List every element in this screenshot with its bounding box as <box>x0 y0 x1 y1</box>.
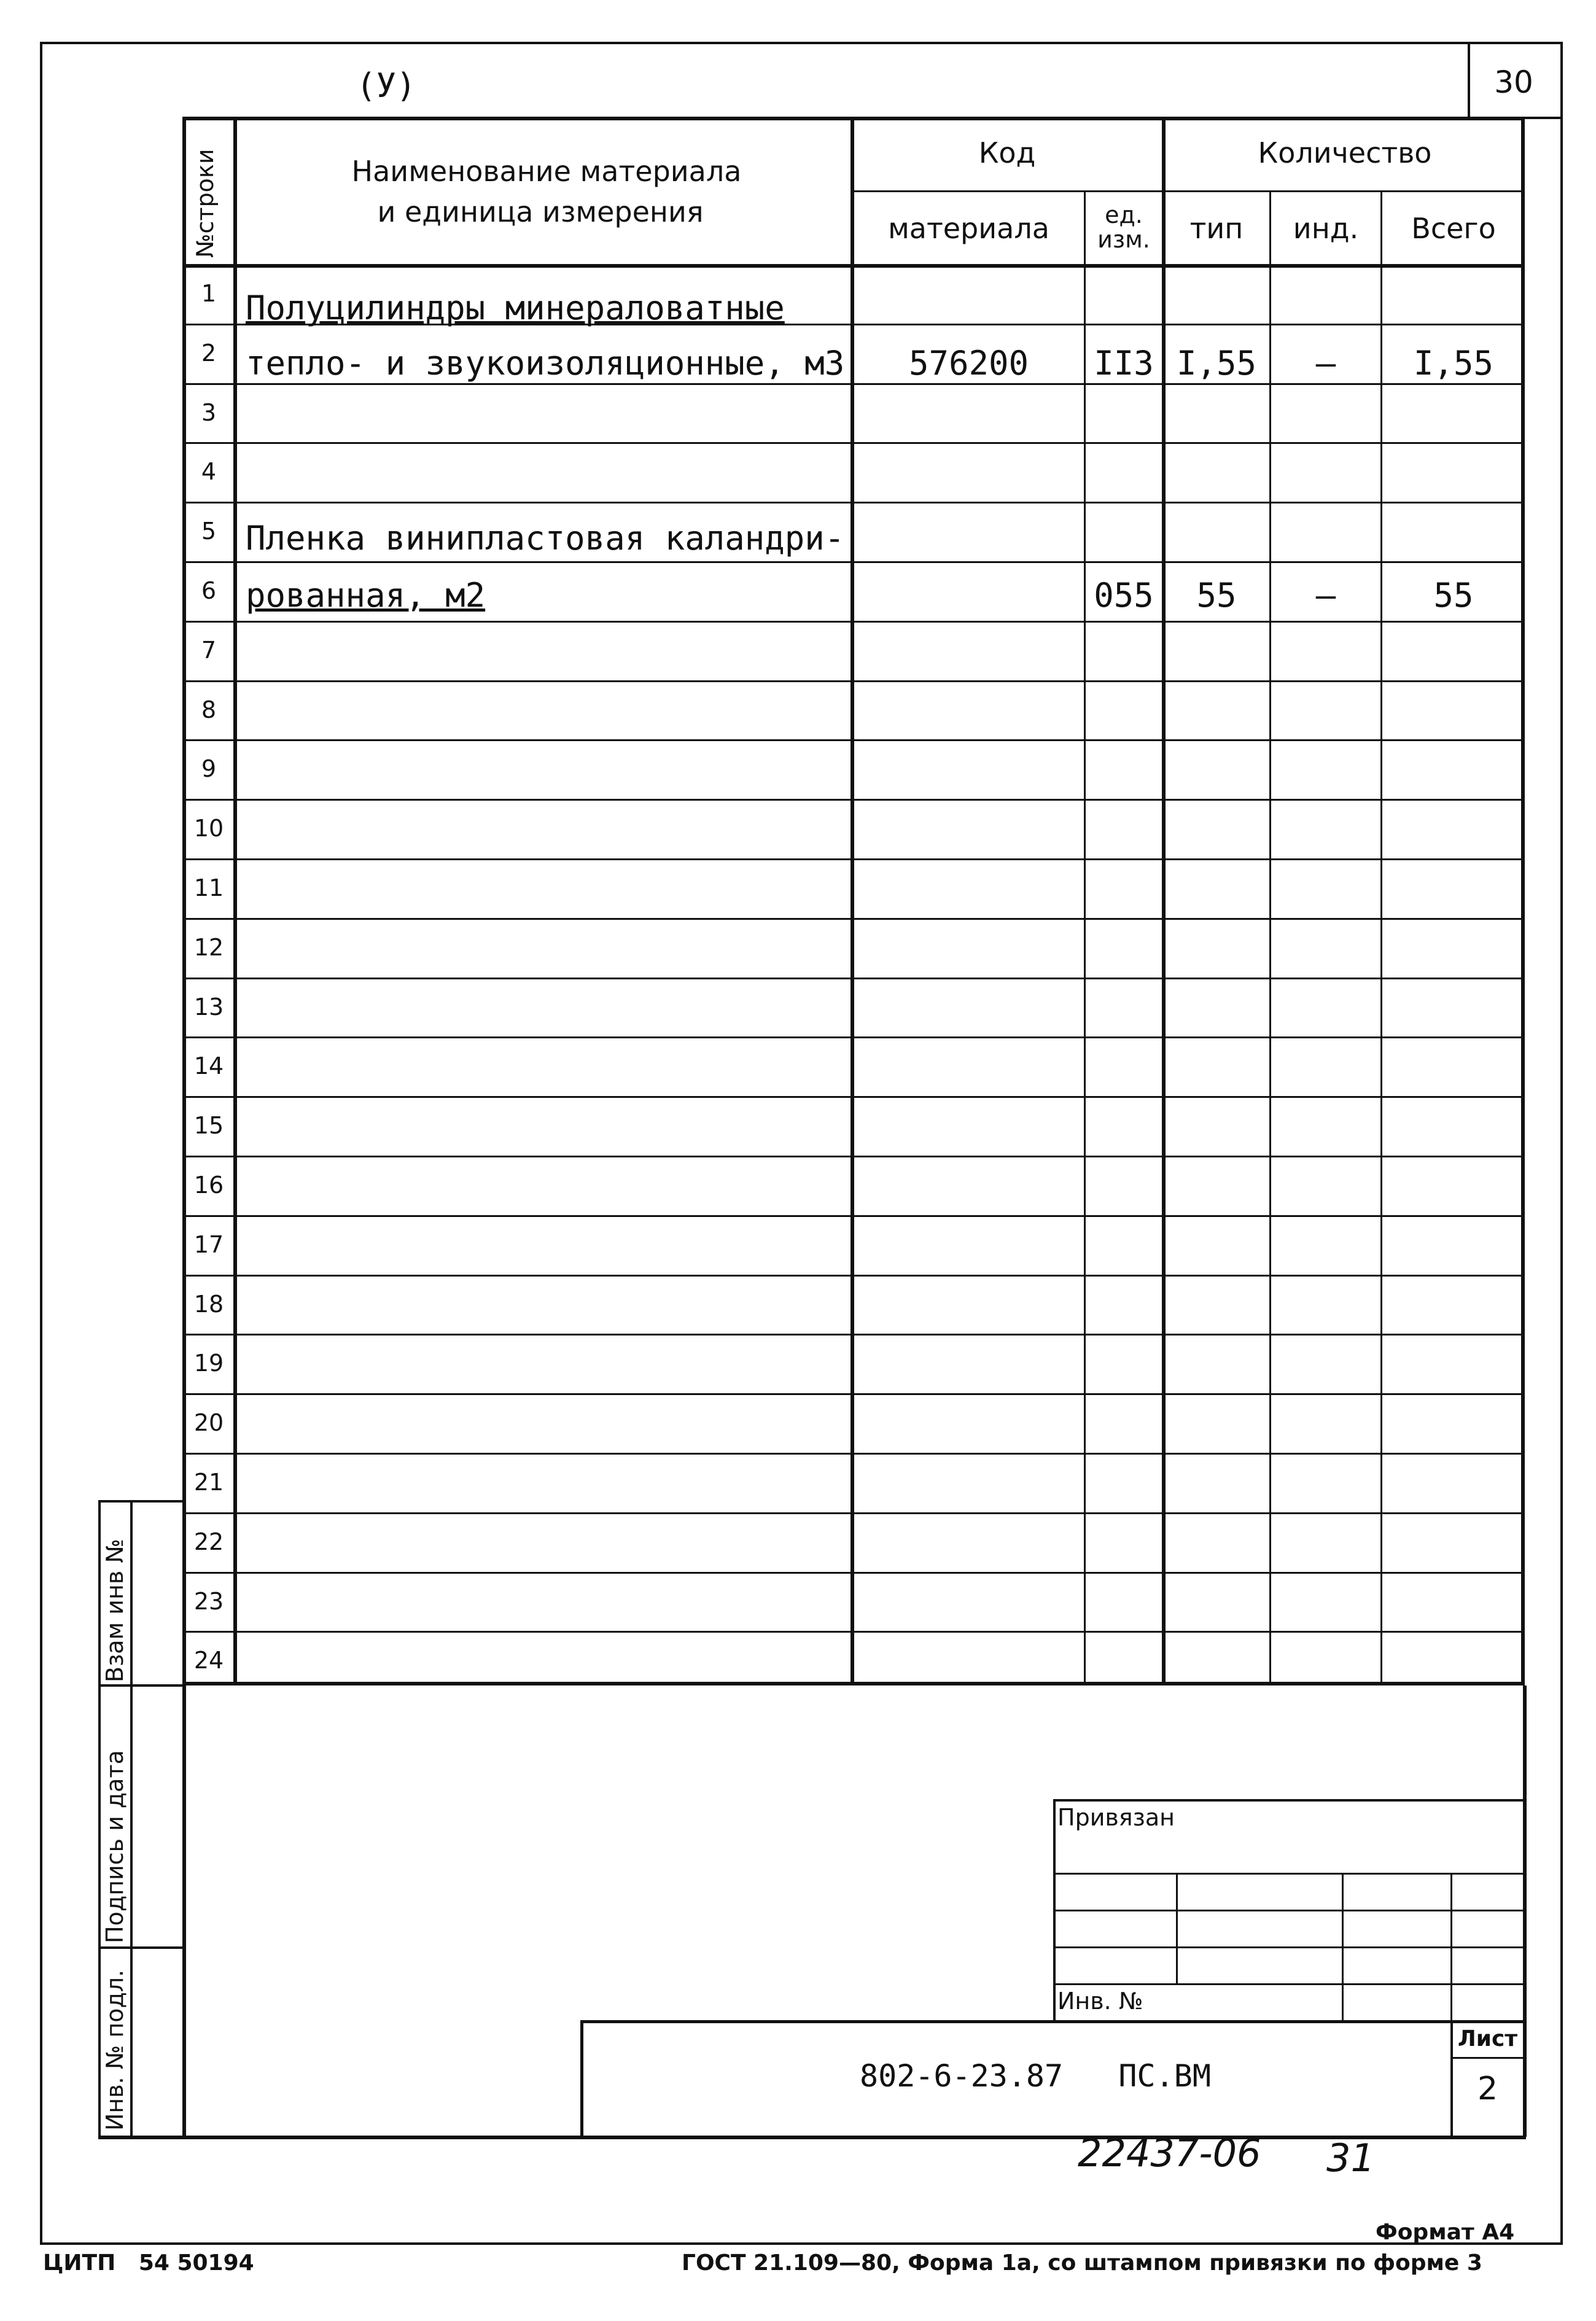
row-number: 16 <box>193 1172 224 1199</box>
code-unit-header: ед. изм. <box>1097 201 1150 253</box>
row-2-code: 576200 <box>908 344 1029 383</box>
row-number: 17 <box>193 1231 224 1258</box>
left-stamp-div1 <box>98 1684 182 1687</box>
row-separator <box>182 1036 1525 1038</box>
row-number: 4 <box>201 458 217 485</box>
code-header: Код <box>978 136 1036 169</box>
privyazan-top <box>1053 1799 1525 1802</box>
privyazan-col3 <box>1450 1873 1452 2020</box>
col-line-ind <box>1380 190 1382 1685</box>
row-number: 21 <box>193 1469 224 1496</box>
row-number: 18 <box>193 1291 224 1318</box>
row-separator <box>182 799 1525 801</box>
row-separator <box>182 918 1525 920</box>
row-number: 6 <box>201 577 217 604</box>
name-header-line1: Наименование материала <box>351 155 742 188</box>
privyazan-line2 <box>1053 1910 1525 1911</box>
row-separator <box>182 561 1525 563</box>
row-separator <box>182 621 1525 623</box>
row-number: 3 <box>201 399 217 426</box>
row-number: 13 <box>193 993 224 1021</box>
podpis-data-label: Подпись и дата <box>101 1750 128 1943</box>
format-label: Формат А4 <box>1376 2220 1515 2245</box>
privyazan-label: Привязан <box>1057 1804 1175 1831</box>
col-line-rowno <box>233 117 237 1685</box>
handwritten-ref: 22437-06 <box>1078 2131 1261 2175</box>
row-number: 22 <box>193 1528 224 1555</box>
header-sub-line <box>851 190 1525 192</box>
row-separator <box>182 442 1525 444</box>
row-separator <box>182 680 1525 682</box>
row-number: 14 <box>193 1052 224 1079</box>
title-block-left <box>580 2020 583 2137</box>
sheet-marker: (У) <box>356 66 416 105</box>
row-number-header: №строки <box>192 149 219 258</box>
row-number: 9 <box>201 755 217 782</box>
row-number: 23 <box>193 1588 224 1615</box>
document-code: 802-6-23.87 ПС.ВМ <box>860 2058 1211 2094</box>
col-line-code <box>1084 190 1086 1685</box>
col-line-type <box>1269 190 1271 1685</box>
left-stamp-line-outer <box>98 1500 101 2136</box>
list-label: Лист <box>1457 2026 1518 2051</box>
row-6-type: 55 <box>1196 576 1237 615</box>
footer-right: ГОСТ 21.109—80, Форма 1а, со штампом привязки по форме 3 <box>682 2250 1482 2276</box>
row-number: 15 <box>193 1112 224 1139</box>
row-separator <box>182 1453 1525 1455</box>
footer-left: ЦИТП 54 50194 <box>43 2250 254 2276</box>
qty-header: Количество <box>1258 136 1432 169</box>
row-1-name: Полуцилиндры минераловатные <box>246 289 785 327</box>
row-separator <box>182 1393 1525 1395</box>
qty-type-header: тип <box>1189 212 1244 245</box>
row-5-name: Пленка винипластовая каландри- <box>246 519 845 558</box>
privyazan-col1 <box>1176 1873 1178 1983</box>
row-separator <box>182 502 1525 503</box>
row-separator <box>182 1156 1525 1157</box>
qty-total-header: Всего <box>1411 212 1496 245</box>
title-block-top <box>580 2020 1525 2023</box>
inv-podl-label: Инв. № подл. <box>101 1969 128 2131</box>
corner-number: 30 <box>1494 64 1533 100</box>
row-2-name: тепло- и звукоизоляционные, м3 <box>246 344 845 383</box>
row-6-ind: – <box>1315 576 1336 615</box>
header-bottom-line <box>182 264 1525 268</box>
row-number: 24 <box>193 1647 224 1674</box>
row-6-name: рованная, м2 <box>246 576 486 615</box>
row-separator <box>182 1512 1525 1514</box>
row-separator <box>182 383 1525 385</box>
row-number: 1 <box>201 280 217 307</box>
left-stamp-top <box>98 1500 182 1503</box>
row-2-ind: – <box>1315 344 1336 383</box>
row-6-unit: 055 <box>1094 576 1154 615</box>
code-material-header: материала <box>888 212 1049 245</box>
row-2-unit: II3 <box>1094 344 1154 383</box>
left-stamp-line-right <box>182 1500 186 2136</box>
row-separator <box>182 1215 1525 1217</box>
handwritten-num: 31 <box>1326 2136 1375 2180</box>
row-number: 11 <box>193 874 224 901</box>
left-stamp-line-inner <box>130 1500 133 2136</box>
row-separator <box>182 739 1525 741</box>
row-separator <box>182 1275 1525 1277</box>
left-stamp-div2 <box>98 1946 182 1949</box>
vzam-inv-label: Взам инв № <box>101 1539 128 1682</box>
row-number: 2 <box>201 340 217 367</box>
row-separator <box>182 978 1525 979</box>
row-number: 20 <box>193 1409 224 1436</box>
row-2-total: I,55 <box>1413 344 1494 383</box>
privyazan-line4 <box>1053 1983 1525 1985</box>
privyazan-col2 <box>1342 1873 1344 2020</box>
inv-no-label: Инв. № <box>1057 1988 1143 2015</box>
row-separator <box>182 1334 1525 1335</box>
row-separator <box>182 1572 1525 1574</box>
list-value: 2 <box>1477 2070 1498 2107</box>
row-6-total: 55 <box>1433 576 1474 615</box>
row-number: 10 <box>193 815 224 842</box>
row-separator <box>182 1096 1525 1098</box>
row-separator <box>182 858 1525 860</box>
row-number: 12 <box>193 934 224 961</box>
qty-ind-header: инд. <box>1293 212 1359 245</box>
row-separator <box>182 1631 1525 1633</box>
privyazan-line1 <box>1053 1873 1525 1875</box>
left-stamp-bottom <box>98 2136 1526 2139</box>
row-2-type: I,55 <box>1176 344 1257 383</box>
row-number: 8 <box>201 696 217 723</box>
privyazan-line3 <box>1053 1946 1525 1948</box>
row-number: 7 <box>201 637 217 664</box>
row-number: 5 <box>201 518 217 545</box>
name-header-line2: и единица измерения <box>377 195 704 228</box>
list-divider <box>1450 2057 1525 2059</box>
row-number: 19 <box>193 1350 224 1377</box>
